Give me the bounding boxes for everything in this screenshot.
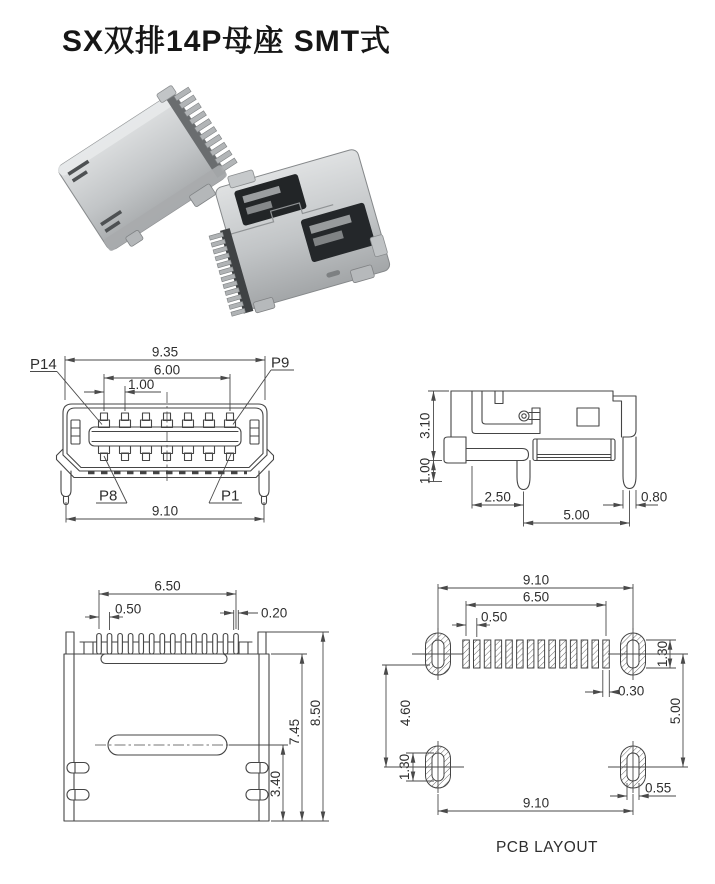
dim-top-body-depth: 7.45 <box>287 718 302 746</box>
front-tongue <box>89 427 241 446</box>
side-interior <box>472 391 599 434</box>
pin-label-p8: P8 <box>99 487 118 505</box>
product-photo <box>52 78 393 320</box>
dim-pcb-hole-span: 9.10 <box>522 795 550 811</box>
dim-top-pin-row-span: 6.50 <box>154 578 181 594</box>
dim-pcb-row-spacing-left: 4.60 <box>398 699 413 727</box>
dim-front-overall-top: 9.35 <box>151 344 179 360</box>
dim-side-height: 3.10 <box>417 412 433 439</box>
top-side-tabs <box>67 763 268 801</box>
front-view-drawing <box>30 345 294 523</box>
dim-top-pin-pitch: 0.50 <box>115 601 142 617</box>
pcb-layout-label: PCB LAYOUT <box>495 839 599 856</box>
dim-front-overall-bottom: 9.10 <box>151 503 179 519</box>
dim-pcb-hole-width: 0.55 <box>645 780 672 796</box>
dim-pcb-pad-pitch: 0.50 <box>481 609 508 625</box>
dim-pcb-pad-row-overall: 9.10 <box>522 572 550 588</box>
connector-photo-left <box>52 78 245 260</box>
page-title: SX双排14P母座 SMT式 <box>62 25 392 58</box>
pin-label-p1: P1 <box>221 487 240 505</box>
pcb-layout-drawing <box>382 573 688 857</box>
dim-pcb-pad-span: 6.50 <box>522 589 550 605</box>
dim-front-pin-span: 6.00 <box>153 362 181 378</box>
dim-pcb-row-spacing-right: 5.00 <box>668 697 683 725</box>
dim-side-leg-width: 0.80 <box>641 489 668 505</box>
dim-pcb-pad-width: 0.30 <box>618 683 645 699</box>
dim-pcb-hole-height: 1.30 <box>397 753 412 781</box>
dim-side-leg-span: 5.00 <box>563 507 590 523</box>
side-legs <box>517 437 636 490</box>
side-window <box>577 408 599 426</box>
pcb-rect-pads <box>463 640 610 668</box>
dim-top-overall-depth: 8.50 <box>308 699 323 727</box>
top-pins <box>97 634 239 655</box>
dim-top-slot-to-edge: 3.40 <box>268 770 283 798</box>
side-dimensions <box>418 391 668 527</box>
dim-side-standoff: 1.00 <box>417 457 433 485</box>
top-dimensions <box>85 579 329 822</box>
pin-label-p9: P9 <box>271 354 290 372</box>
dim-top-pin-width: 0.20 <box>261 605 288 621</box>
top-view-drawing <box>64 579 329 822</box>
dim-front-pitch: 1.00 <box>128 377 155 392</box>
side-view-drawing <box>418 391 668 527</box>
pcb-oval-pads <box>426 633 646 788</box>
pin-label-p14: P14 <box>30 356 57 373</box>
side-smt-bar <box>533 439 615 461</box>
dim-pcb-pad-height: 1.30 <box>655 640 670 668</box>
top-body <box>64 654 269 821</box>
dim-side-edge-to-leg: 2.50 <box>484 489 511 505</box>
